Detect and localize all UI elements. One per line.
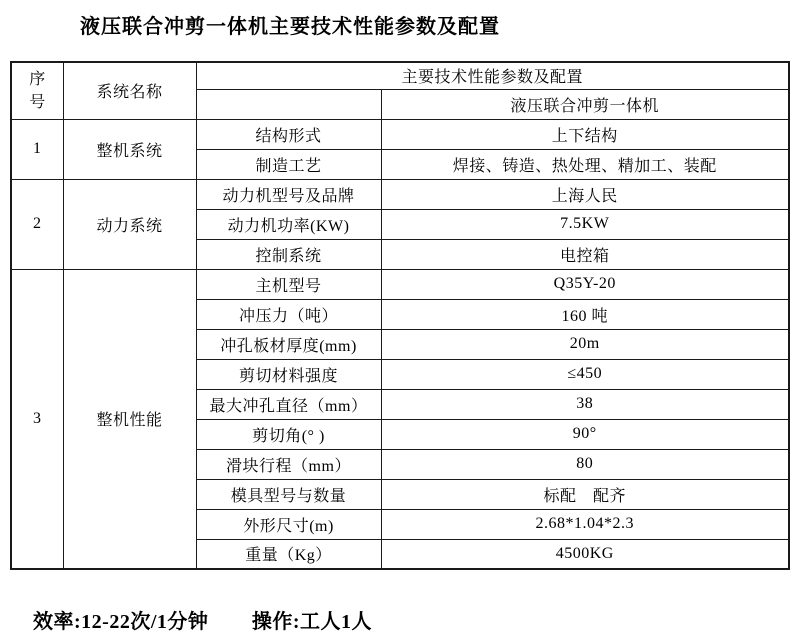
- section-index-cell: 3: [11, 269, 63, 569]
- row-value-cell: ≤450: [381, 359, 789, 389]
- operation-text: 操作:工人1人: [251, 611, 373, 633]
- row-label-cell: 剪切材料强度: [196, 359, 381, 389]
- header-system-name-cell: 系统名称: [63, 62, 196, 119]
- row-value-cell: 电控箱: [381, 239, 789, 269]
- row-label-cell: 主机型号: [196, 269, 381, 299]
- footer-note: [33, 605, 372, 634]
- row-value-cell: 20m: [381, 329, 789, 359]
- spec-table: [10, 61, 790, 570]
- row-label-cell: 冲孔板材厚度(mm): [196, 329, 381, 359]
- row-value-cell: 7.5KW: [381, 209, 789, 239]
- section-index-cell: 2: [11, 179, 63, 269]
- row-value-cell: 80: [381, 449, 789, 479]
- section-name-cell: 动力系统: [63, 179, 196, 269]
- header-seq-cell: [11, 62, 63, 119]
- row-value-cell: 上下结构: [381, 119, 789, 149]
- row-label-cell: 动力机型号及品牌: [196, 179, 381, 209]
- table-row: [11, 119, 789, 149]
- row-value-cell: 38: [381, 389, 789, 419]
- table-row: [11, 179, 789, 209]
- header-empty-cell: [196, 89, 381, 119]
- row-label-cell: 剪切角(° ): [196, 419, 381, 449]
- row-label-cell: 重量（Kg）: [196, 539, 381, 569]
- section-name-cell: 整机性能: [63, 269, 196, 569]
- row-value-cell: Q35Y-20: [381, 269, 789, 299]
- row-label-cell: 制造工艺: [196, 149, 381, 179]
- row-value-cell: 上海人民: [381, 179, 789, 209]
- row-label-cell: 控制系统: [196, 239, 381, 269]
- row-label-cell: 结构形式: [196, 119, 381, 149]
- row-value-cell: 4500KG: [381, 539, 789, 569]
- header-seq-label: 序号: [29, 70, 46, 111]
- row-value-cell: 90°: [381, 419, 789, 449]
- row-value-cell: 2.68*1.04*2.3: [381, 509, 789, 539]
- section-name-cell: 整机系统: [63, 119, 196, 179]
- row-value-cell: 焊接、铸造、热处理、精加工、装配: [381, 149, 789, 179]
- row-label-cell: 冲压力（吨）: [196, 299, 381, 329]
- page-title: 液压联合冲剪一体机主要技术性能参数及配置: [80, 16, 500, 38]
- row-label-cell: 模具型号与数量: [196, 479, 381, 509]
- row-label-cell: 外形尺寸(m): [196, 509, 381, 539]
- row-value-cell: 标配 配齐: [381, 479, 789, 509]
- table-header-row-1: [11, 62, 789, 89]
- row-label-cell: 动力机功率(KW): [196, 209, 381, 239]
- row-label-cell: 滑块行程（mm）: [196, 449, 381, 479]
- row-value-cell: 160 吨: [381, 299, 789, 329]
- section-index-cell: 1: [11, 119, 63, 179]
- row-label-cell: 最大冲孔直径（mm）: [196, 389, 381, 419]
- header-params-cell: 主要技术性能参数及配置: [196, 62, 789, 89]
- header-machine-cell: 液压联合冲剪一体机: [381, 89, 789, 119]
- efficiency-text: 效率:12-22次/1分钟: [33, 611, 209, 633]
- table-row: [11, 269, 789, 299]
